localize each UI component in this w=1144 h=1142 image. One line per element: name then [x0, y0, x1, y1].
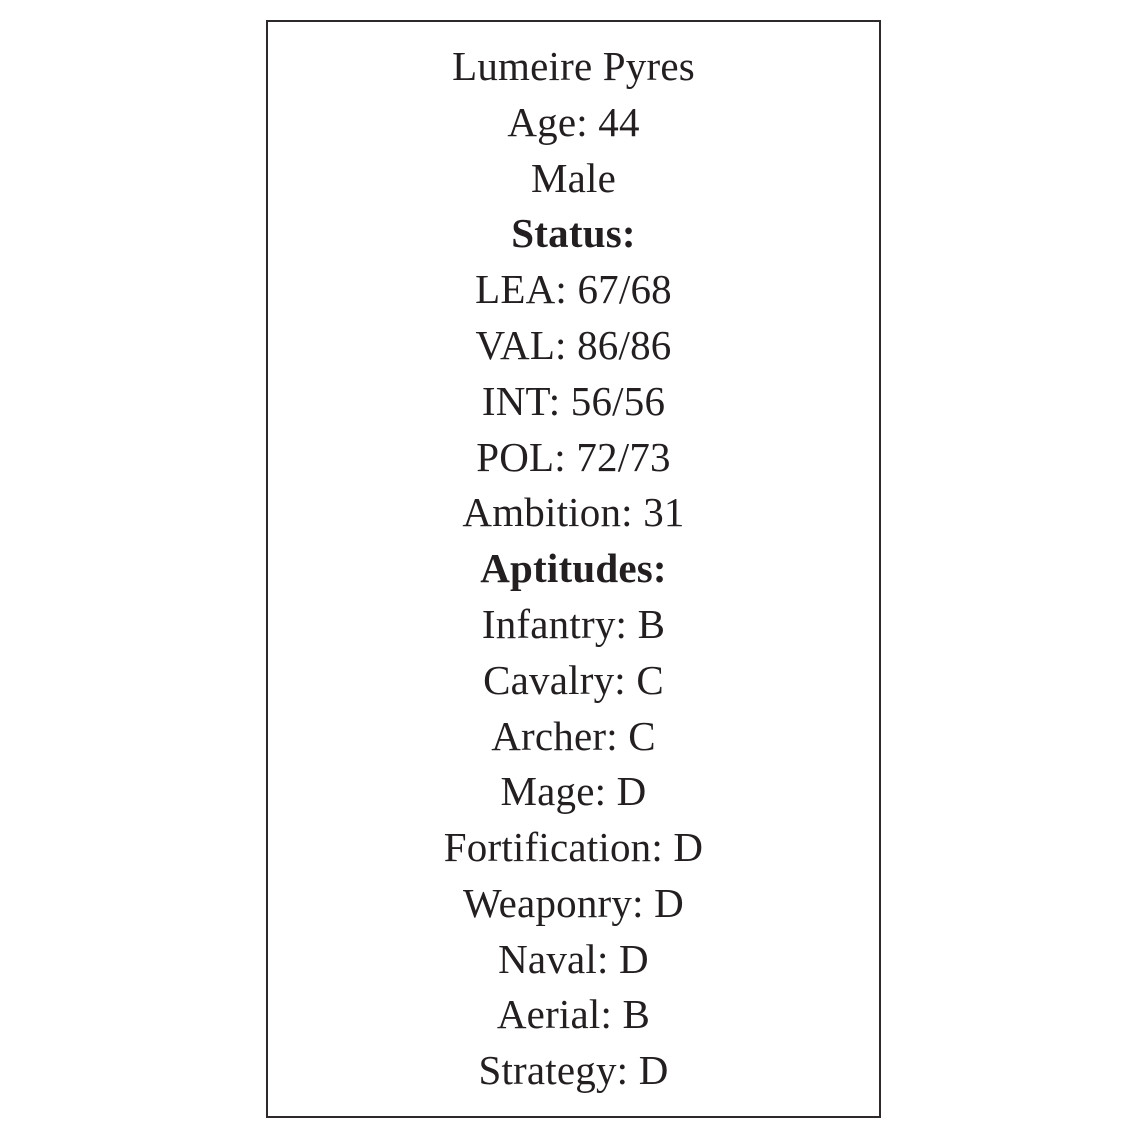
aptitude-mage: Mage: D [500, 768, 647, 815]
character-gender: Male [530, 154, 617, 201]
character-stat-card [266, 20, 881, 1118]
aptitude-archer: Archer: C [491, 712, 656, 759]
stat-lea: LEA: 67/68 [475, 266, 672, 313]
aptitude-infantry: Infantry: B [481, 600, 666, 647]
stat-ambition: Ambition: 31 [462, 489, 685, 536]
aptitudes-heading: Aptitudes: [480, 545, 667, 592]
stat-val: VAL: 86/86 [475, 321, 672, 368]
aptitude-weaponry: Weaponry: D [463, 879, 684, 926]
stat-int: INT: 56/56 [481, 377, 666, 424]
aptitude-strategy: Strategy: D [478, 1047, 669, 1094]
stat-pol: POL: 72/73 [476, 433, 671, 480]
status-heading: Status: [511, 210, 636, 257]
aptitude-naval: Naval: D [498, 935, 649, 982]
character-age: Age: 44 [507, 98, 640, 145]
aptitude-fortification: Fortification: D [443, 824, 704, 871]
character-name: Lumeire Pyres [452, 42, 695, 89]
aptitude-aerial: Aerial: B [496, 991, 651, 1038]
aptitude-cavalry: Cavalry: C [483, 656, 664, 703]
